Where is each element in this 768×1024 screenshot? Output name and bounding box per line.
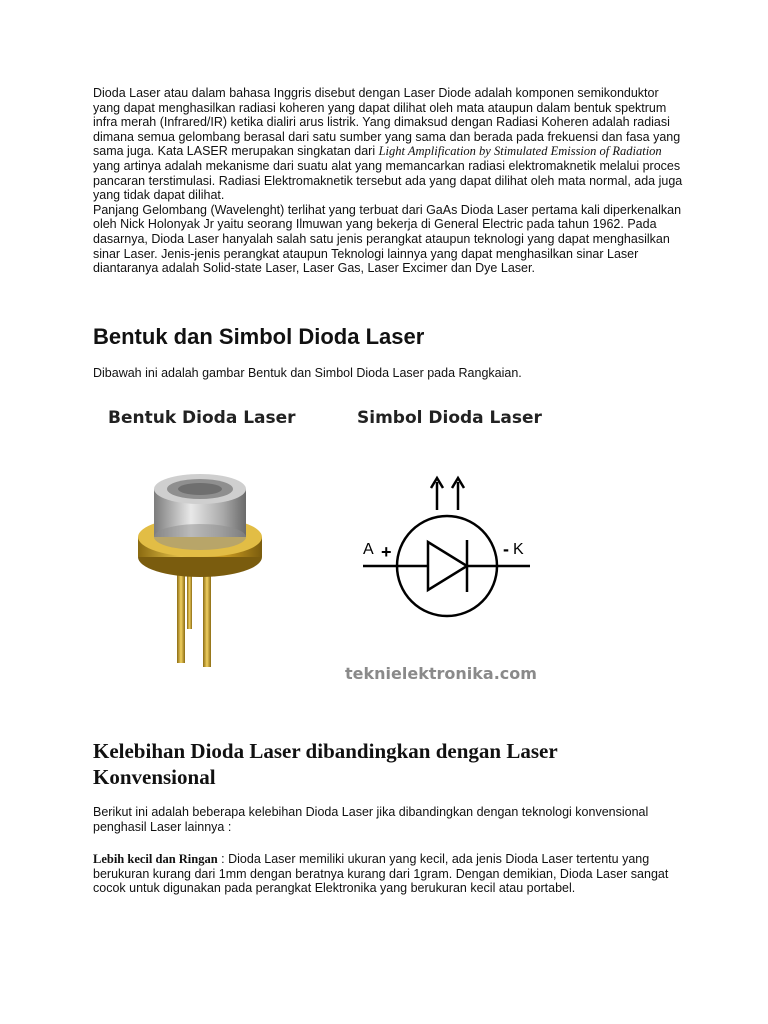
section-heading-kelebihan: Kelebihan Dioda Laser dibandingkan dengan Laser Konvensional	[93, 739, 558, 789]
anode-label: A	[363, 541, 374, 558]
section-intro-kelebihan: Berikut ini adalah beberapa kelebihan Dioda Laser jika dibandingkan dengan teknologi konvensional penghasil Laser lainnya :	[93, 805, 649, 834]
intro-text-1: Dioda Laser atau dalam bahasa Inggris disebut dengan Laser Diode adalah komponen semikonduktor yang dapat menghasilkan radiasi koheren yang dapat dilihat oleh mata ataupun dalam bentuk spektrum infra merah (Infrared/IR) ketika dialiri arus listrik. Yang dimaksud dengan Radiasi Koheren adalah radiasi dimana semua gelombang berasal dari satu sumber yang sama dan berada pada frekuensi dan fasa yang sama juga. Kata LASER merupakan singkatan dari	[93, 86, 681, 159]
intro-text-2: yang artinya adalah mekanisme dari suatu alat yang memancarkan radiasi elektromaknetik melalui proces pancaran terstimulasi. Radiasi Elektromaknetik tersebut ada yang dapat dilihat oleh mata normal, ada juga yang tidak dapat dilihat.	[93, 158, 683, 203]
intro-block	[93, 86, 683, 276]
figure-watermark: teknielektronika.com	[345, 664, 537, 683]
diode-figure	[100, 402, 560, 692]
figure-title-simbol: Simbol Dioda Laser	[357, 408, 542, 428]
advantage-item	[93, 852, 673, 896]
cathode-sign: -	[503, 539, 509, 559]
section-intro-bentuk: Dibawah ini adalah gambar Bentuk dan Simbol Dioda Laser pada Rangkaian.	[93, 366, 522, 380]
intro-paragraph	[93, 86, 683, 203]
laser-diode-photo	[125, 457, 295, 687]
figure-title-bentuk: Bentuk Dioda Laser	[108, 408, 296, 428]
history-paragraph: Panjang Gelombang (Wavelenght) terlihat yang terbuat dari GaAs Dioda Laser pertama kali diperkenalkan oleh Nick Holonyak Jr yaitu seorang Ilmuwan yang bekerja di General Electric pada tahun 1962. Pada dasarnya, Dioda Laser hanyalah salah satu jenis perangkat ataupun teknologi yang dapat menghasilkan sinar Laser. Jenis-jenis perangkat ataupun Teknologi lainnya yang dapat menghasilkan sinar Laser diantaranya adalah Solid-state Laser, Laser Gas, Laser Excimer dan Dye Laser.	[93, 202, 682, 276]
section-heading-bentuk: Bentuk dan Simbol Dioda Laser	[93, 324, 425, 349]
laser-acronym: Light Amplification by Stimulated Emission of Radiation	[378, 144, 662, 159]
cathode-label: K	[513, 541, 524, 558]
advantage-title: Lebih kecil dan Ringan	[93, 852, 218, 866]
laser-diode-symbol	[355, 470, 555, 650]
anode-sign: +	[381, 542, 392, 562]
advantage-text: : Dioda Laser memiliki ukuran yang kecil, ada jenis Dioda Laser tertentu yang berukuran kurang dari 1mm dengan beratnya kurang dari 1gram. Dengan demikian, Dioda Laser sangat cocok untuk digunakan pada perangkat Elektronika yang berukuran kecil atau portabel.	[93, 852, 669, 896]
